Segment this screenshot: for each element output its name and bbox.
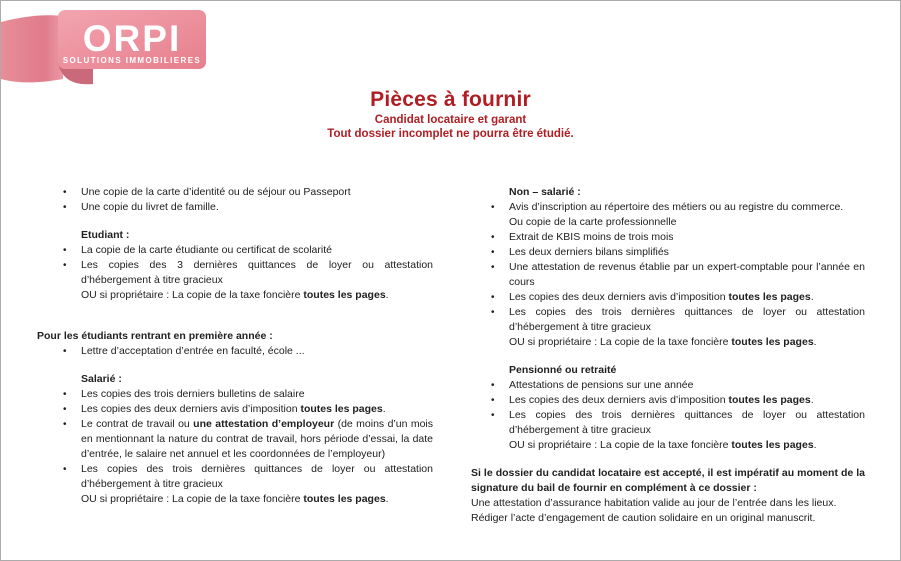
- paragraph-break: [471, 453, 865, 466]
- list-item-note: OU si propriétaire : La copie de la taxe foncière toutes les pages.: [81, 289, 389, 301]
- list-item-text: Une attestation de revenus établie par un expert-comptable pour l’année en cours: [509, 261, 865, 288]
- bullet-icon: •: [491, 292, 495, 303]
- section-heading: Pensionné ou retraité: [509, 364, 617, 376]
- list-item: [37, 402, 433, 417]
- list-item: [471, 245, 865, 260]
- list-item-text: Les copies des trois derniers bulletins de salaire: [81, 388, 305, 400]
- list-item-text: Les deux derniers bilans simplifiés: [509, 246, 669, 258]
- list-item-text: Une copie de la carte d’identité ou de séjour ou Passeport: [81, 186, 351, 198]
- list-item-note: OU si propriétaire : La copie de la taxe foncière toutes les pages.: [509, 336, 817, 348]
- bullet-icon: •: [491, 262, 495, 273]
- section-heading: Pour les étudiants rentrant en première année :: [37, 330, 273, 342]
- bullet-icon: •: [63, 245, 67, 256]
- bullet-list: [37, 344, 433, 359]
- bullet-icon: •: [63, 187, 67, 198]
- footer-lead: Si le dossier du candidat locataire est accepté, il est impératif au moment de la signature du bail de fournir en complément à ce dossier :: [471, 467, 865, 494]
- page-subtitle: Candidat locataire et garant: [374, 114, 527, 126]
- footer-line: Une attestation d’assurance habitation valide au jour de l’entrée dans les lieux.: [471, 497, 837, 509]
- list-item-text: Les copies des 3 dernières quittances de loyer ou attestation d’hébergement à titre gracieux: [81, 259, 433, 286]
- list-item-note: Ou copie de la carte professionnelle: [509, 216, 677, 228]
- bullet-icon: •: [63, 346, 67, 357]
- list-item: [37, 387, 433, 402]
- list-item: [471, 408, 865, 453]
- ribbon-band: [1, 15, 63, 82]
- bullet-icon: •: [63, 404, 67, 415]
- list-item-text: Lettre d’acceptation d’entrée en faculté, école ...: [81, 345, 305, 357]
- list-item: [471, 230, 865, 245]
- bullet-icon: •: [491, 307, 495, 318]
- bullet-icon: •: [491, 410, 495, 421]
- bullet-list: [37, 243, 433, 303]
- bullet-list: [37, 185, 433, 215]
- list-item-text: Les copies des trois dernières quittances de loyer ou attestation d’hébergement à titre gracieux: [509, 306, 865, 333]
- paragraph-break: [37, 215, 433, 228]
- bullet-icon: •: [63, 260, 67, 271]
- bullet-list: [471, 200, 865, 350]
- bullet-list: [37, 387, 433, 507]
- paragraph-break: [471, 350, 865, 363]
- list-item-text: Extrait de KBIS moins de trois mois: [509, 231, 674, 243]
- page-title: Pièces à fournir: [370, 88, 531, 111]
- list-item: [471, 393, 865, 408]
- bullet-list: [471, 378, 865, 453]
- right-column: [471, 185, 865, 526]
- list-item-text: Les copies des deux derniers avis d’imposition toutes les pages.: [509, 394, 814, 406]
- list-item-text: Les copies des deux derniers avis d’imposition toutes les pages.: [509, 291, 814, 303]
- list-item-note: OU si propriétaire : La copie de la taxe foncière toutes les pages.: [509, 439, 817, 451]
- bullet-icon: •: [491, 395, 495, 406]
- list-item: [37, 185, 433, 200]
- list-item-text: Une copie du livret de famille.: [81, 201, 219, 213]
- bullet-icon: •: [63, 464, 67, 475]
- list-item: [471, 290, 865, 305]
- paragraph-break: [37, 316, 433, 329]
- list-item: [37, 417, 433, 462]
- list-item: [37, 462, 433, 507]
- page-warning: Tout dossier incomplet ne pourra être étudié.: [327, 128, 574, 140]
- footer-note: [471, 466, 865, 526]
- footer-line: Rédiger l’acte d’engagement de caution solidaire en un original manuscrit.: [471, 512, 816, 524]
- orpi-logo: [1, 1, 231, 96]
- left-column: [37, 185, 433, 507]
- list-item: [37, 243, 433, 258]
- section-heading: Non – salarié :: [509, 186, 581, 198]
- document-header: [1, 87, 900, 141]
- list-item-text: Le contrat de travail ou une attestation d’employeur (de moins d’un mois en mentionnant la nature du contrat de travail, hors période d’essai, la date d’entrée, le salaire net annuel et les coordonnées de l’employeur): [81, 418, 433, 460]
- section-heading: Salarié :: [81, 373, 122, 385]
- brand-name: ORPI: [82, 18, 182, 59]
- bullet-icon: •: [491, 232, 495, 243]
- bullet-icon: •: [63, 202, 67, 213]
- list-item: [471, 378, 865, 393]
- list-item: [471, 260, 865, 290]
- list-item-note: OU si propriétaire : La copie de la taxe foncière toutes les pages.: [81, 493, 389, 505]
- bullet-icon: •: [491, 247, 495, 258]
- list-item: [37, 200, 433, 215]
- paragraph-break: [37, 303, 433, 316]
- list-item-text: Attestations de pensions sur une année: [509, 379, 694, 391]
- section-heading: Etudiant :: [81, 229, 130, 241]
- bullet-icon: •: [63, 389, 67, 400]
- brand-tagline: SOLUTIONS IMMOBILIERES: [62, 56, 202, 65]
- bullet-icon: •: [63, 419, 67, 430]
- list-item: [471, 305, 865, 350]
- list-item: [471, 200, 865, 230]
- list-item-text: Avis d’inscription au répertoire des métiers ou au registre du commerce.: [509, 201, 844, 213]
- paragraph-break: [37, 359, 433, 372]
- list-item: [37, 258, 433, 303]
- bullet-icon: •: [491, 380, 495, 391]
- list-item: [37, 344, 433, 359]
- bullet-icon: •: [491, 202, 495, 213]
- list-item-text: Les copies des trois dernières quittances de loyer ou attestation d’hébergement à titre gracieux: [81, 463, 433, 490]
- list-item-text: Les copies des trois dernières quittances de loyer ou attestation d’hébergement à titre gracieux: [509, 409, 865, 436]
- list-item-text: La copie de la carte étudiante ou certificat de scolarité: [81, 244, 332, 256]
- list-item-text: Les copies des deux derniers avis d’imposition toutes les pages.: [81, 403, 386, 415]
